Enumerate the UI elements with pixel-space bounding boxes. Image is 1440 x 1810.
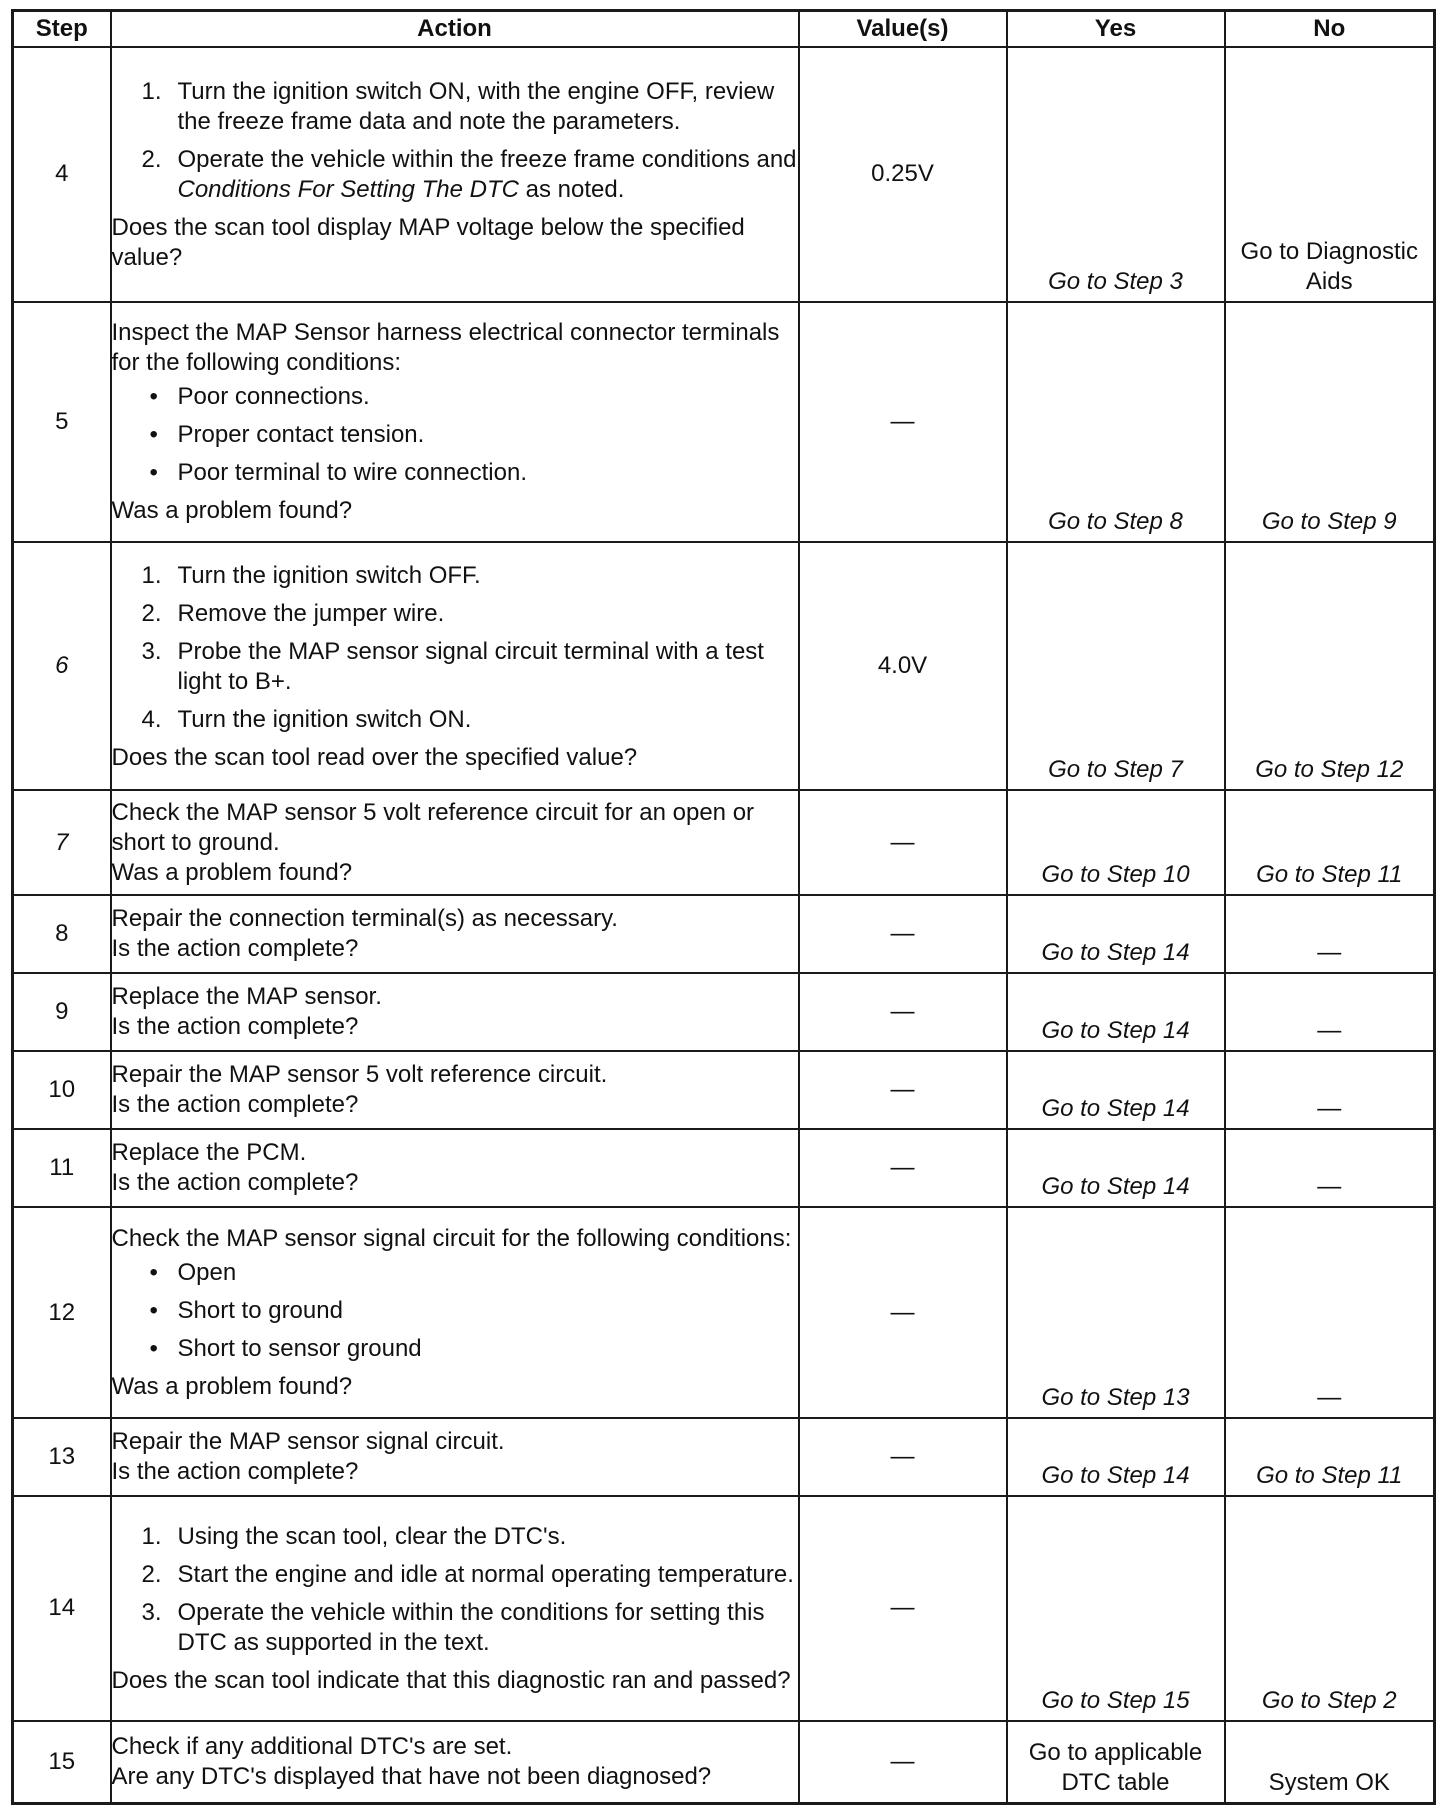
action-question: Is the action complete? xyxy=(111,1458,359,1486)
result-text: Go to Step 2 xyxy=(1261,1686,1397,1714)
condition-item: • Short to sensor ground xyxy=(149,1334,422,1362)
value-cell: — xyxy=(799,1129,1007,1207)
result-text: Go to Step 15 xyxy=(1041,1686,1190,1714)
result-text: Go to Step 12 xyxy=(1255,755,1404,783)
action-question: Is the action complete? xyxy=(111,935,359,963)
result-text: Go to Step 9 xyxy=(1261,508,1397,536)
procedure-list xyxy=(112,561,798,735)
procedure-list xyxy=(112,1522,798,1658)
result-text: — xyxy=(1317,1017,1342,1045)
action-intro: Repair the MAP sensor signal circuit. xyxy=(111,1428,505,1456)
action-intro: Inspect the MAP Sensor harness electrical connector terminals for the following conditions: xyxy=(111,318,780,376)
no-cell xyxy=(1225,790,1435,895)
action-intro: Check the MAP sensor signal circuit for the following conditions: xyxy=(111,1224,792,1252)
value-cell: 4.0V xyxy=(799,542,1007,790)
action-cell xyxy=(111,973,799,1051)
action-question: Does the scan tool indicate that this diagnostic ran and passed? xyxy=(111,1667,791,1695)
result-text: Go to Step 14 xyxy=(1041,939,1190,967)
yes-cell xyxy=(1007,1721,1225,1804)
yes-cell xyxy=(1007,542,1225,790)
result-text: Go to Diagnostic Aids xyxy=(1240,237,1418,295)
bullet-icon: • xyxy=(149,1296,158,1324)
value-cell: — xyxy=(799,895,1007,973)
table-row xyxy=(13,895,1435,973)
no-cell xyxy=(1225,1721,1435,1804)
no-cell xyxy=(1225,895,1435,973)
result-text: — xyxy=(1317,1095,1342,1123)
procedure-step: 3. Operate the vehicle within the conditions for setting this DTC as supported in the text. xyxy=(141,1599,765,1657)
yes-cell xyxy=(1007,895,1225,973)
step-number: 8 xyxy=(13,895,111,973)
procedure-step-number: 1. xyxy=(141,78,162,106)
result-text: Go to Step 13 xyxy=(1041,1384,1190,1412)
procedure-step: 1. Turn the ignition switch OFF. xyxy=(141,562,481,590)
header-row xyxy=(13,11,1435,48)
header-values: Value(s) xyxy=(799,11,1007,48)
yes-cell xyxy=(1007,973,1225,1051)
procedure-step-number: 1. xyxy=(141,1523,162,1551)
condition-item: • Poor connections. xyxy=(149,382,370,410)
step-number: 7 xyxy=(13,790,111,895)
action-cell xyxy=(111,895,799,973)
condition-item: • Open xyxy=(149,1258,237,1286)
action-intro: Check the MAP sensor 5 volt reference circuit for an open or short to ground. xyxy=(111,798,755,856)
no-cell xyxy=(1225,1207,1435,1418)
result-text: Go to Step 14 xyxy=(1041,1173,1190,1201)
result-text: Go to Step 14 xyxy=(1041,1462,1190,1490)
action-intro: Replace the PCM. xyxy=(111,1139,307,1167)
action-cell xyxy=(111,1721,799,1804)
procedure-list xyxy=(112,77,798,205)
no-cell xyxy=(1225,47,1435,302)
step-number: 4 xyxy=(13,47,111,302)
step-number: 9 xyxy=(13,973,111,1051)
condition-item: • Poor terminal to wire connection. xyxy=(149,458,527,486)
procedure-step-number: 3. xyxy=(141,638,162,666)
step-number: 10 xyxy=(13,1051,111,1129)
action-intro: Repair the MAP sensor 5 volt reference circuit. xyxy=(111,1061,608,1089)
table-row xyxy=(13,1721,1435,1804)
result-text: Go to Step 8 xyxy=(1048,508,1183,536)
step-number: 13 xyxy=(13,1418,111,1496)
procedure-step-number: 3. xyxy=(141,1599,162,1627)
yes-cell xyxy=(1007,1051,1225,1129)
bullet-icon: • xyxy=(149,1334,158,1362)
value-cell: — xyxy=(799,1721,1007,1804)
action-question: Is the action complete? xyxy=(111,1013,359,1041)
bullet-icon: • xyxy=(149,420,158,448)
procedure-step: 2. Remove the jumper wire. xyxy=(141,600,445,628)
action-cell xyxy=(111,790,799,895)
condition-item: • Short to ground xyxy=(149,1296,343,1324)
step-number: 14 xyxy=(13,1496,111,1721)
value-cell: — xyxy=(799,1418,1007,1496)
yes-cell xyxy=(1007,1418,1225,1496)
action-intro: Check if any additional DTC's are set. xyxy=(111,1732,513,1760)
value-cell: — xyxy=(799,973,1007,1051)
value-cell: — xyxy=(799,1051,1007,1129)
yes-cell xyxy=(1007,790,1225,895)
action-cell xyxy=(111,1496,799,1721)
result-text: Go to Step 11 xyxy=(1256,861,1403,889)
step-number: 12 xyxy=(13,1207,111,1418)
action-cell xyxy=(111,47,799,302)
procedure-step: 2. Operate the vehicle within the freeze frame conditions and Conditions For Setting The DTC as noted. xyxy=(141,146,797,204)
header-no: No xyxy=(1225,11,1435,48)
step-number: 11 xyxy=(13,1129,111,1207)
no-cell xyxy=(1225,302,1435,543)
result-text: Go to Step 14 xyxy=(1041,1095,1190,1123)
procedure-step-number: 2. xyxy=(141,600,162,628)
value-cell: — xyxy=(799,1207,1007,1418)
table-row xyxy=(13,47,1435,302)
table-row xyxy=(13,1496,1435,1721)
procedure-step-number: 2. xyxy=(141,1561,162,1589)
result-text: Go to Step 11 xyxy=(1256,1462,1403,1490)
action-question: Are any DTC's displayed that have not been diagnosed? xyxy=(111,1762,712,1790)
condition-list xyxy=(112,382,798,488)
action-cell xyxy=(111,1129,799,1207)
result-text: Go to Step 7 xyxy=(1048,755,1183,783)
action-question: Was a problem found? xyxy=(111,496,353,524)
step-number: 5 xyxy=(13,302,111,543)
procedure-step: 1. Turn the ignition switch ON, with the engine OFF, review the freeze frame data and note the parameters. xyxy=(141,78,775,136)
procedure-step-number: 4. xyxy=(141,706,162,734)
table-row xyxy=(13,1129,1435,1207)
action-question: Does the scan tool read over the specified value? xyxy=(111,744,638,772)
action-intro: Replace the MAP sensor. xyxy=(111,983,382,1011)
result-text: — xyxy=(1317,1173,1342,1201)
result-text: Go to Step 10 xyxy=(1041,861,1190,889)
table-row xyxy=(13,790,1435,895)
action-cell xyxy=(111,1207,799,1418)
bullet-icon: • xyxy=(149,382,158,410)
yes-cell xyxy=(1007,1496,1225,1721)
yes-cell xyxy=(1007,1207,1225,1418)
procedure-step: 2. Start the engine and idle at normal operating temperature. xyxy=(141,1561,794,1589)
table-row xyxy=(13,1051,1435,1129)
result-text: Go to Step 14 xyxy=(1041,1017,1190,1045)
action-question: Was a problem found? xyxy=(111,858,353,886)
table-row xyxy=(13,1207,1435,1418)
result-text: Go to Step 3 xyxy=(1048,267,1183,295)
action-cell xyxy=(111,302,799,543)
header-yes: Yes xyxy=(1007,11,1225,48)
result-text: System OK xyxy=(1268,1769,1390,1796)
table-row xyxy=(13,973,1435,1051)
result-text: — xyxy=(1317,939,1342,967)
procedure-step: 3. Probe the MAP sensor signal circuit terminal with a test light to B+. xyxy=(141,638,764,696)
action-cell xyxy=(111,1051,799,1129)
header-step: Step xyxy=(13,11,111,48)
action-cell xyxy=(111,1418,799,1496)
header-action: Action xyxy=(111,11,799,48)
procedure-step-number: 2. xyxy=(141,146,162,174)
yes-cell xyxy=(1007,1129,1225,1207)
table-row xyxy=(13,1418,1435,1496)
action-question: Is the action complete? xyxy=(111,1091,359,1119)
table-row xyxy=(13,542,1435,790)
value-cell: — xyxy=(799,302,1007,543)
no-cell xyxy=(1225,542,1435,790)
action-question: Is the action complete? xyxy=(111,1169,359,1197)
procedure-step: 4. Turn the ignition switch ON. xyxy=(141,706,472,734)
value-cell: — xyxy=(799,1496,1007,1721)
procedure-step: 1. Using the scan tool, clear the DTC's. xyxy=(141,1523,567,1551)
no-cell xyxy=(1225,1418,1435,1496)
table-row xyxy=(13,302,1435,543)
bullet-icon: • xyxy=(149,458,158,486)
result-text: — xyxy=(1317,1384,1342,1412)
action-question: Was a problem found? xyxy=(111,1372,353,1400)
value-cell: — xyxy=(799,790,1007,895)
procedure-step-emphasis: Conditions For Setting The DTC xyxy=(177,176,519,204)
no-cell xyxy=(1225,1129,1435,1207)
result-text: Go to applicable DTC table xyxy=(1028,1739,1203,1796)
bullet-icon: • xyxy=(149,1258,158,1286)
action-cell xyxy=(111,542,799,790)
condition-item: • Proper contact tension. xyxy=(149,420,425,448)
action-intro: Repair the connection terminal(s) as necessary. xyxy=(111,905,618,933)
yes-cell xyxy=(1007,302,1225,543)
no-cell xyxy=(1225,1496,1435,1721)
step-number: 6 xyxy=(13,542,111,790)
no-cell xyxy=(1225,973,1435,1051)
yes-cell xyxy=(1007,47,1225,302)
diagnostic-table xyxy=(11,9,1436,1805)
value-cell: 0.25V xyxy=(799,47,1007,302)
action-question: Does the scan tool display MAP voltage below the specified value? xyxy=(111,214,745,272)
step-number: 15 xyxy=(13,1721,111,1804)
procedure-step-number: 1. xyxy=(141,562,162,590)
condition-list xyxy=(112,1258,798,1364)
no-cell xyxy=(1225,1051,1435,1129)
